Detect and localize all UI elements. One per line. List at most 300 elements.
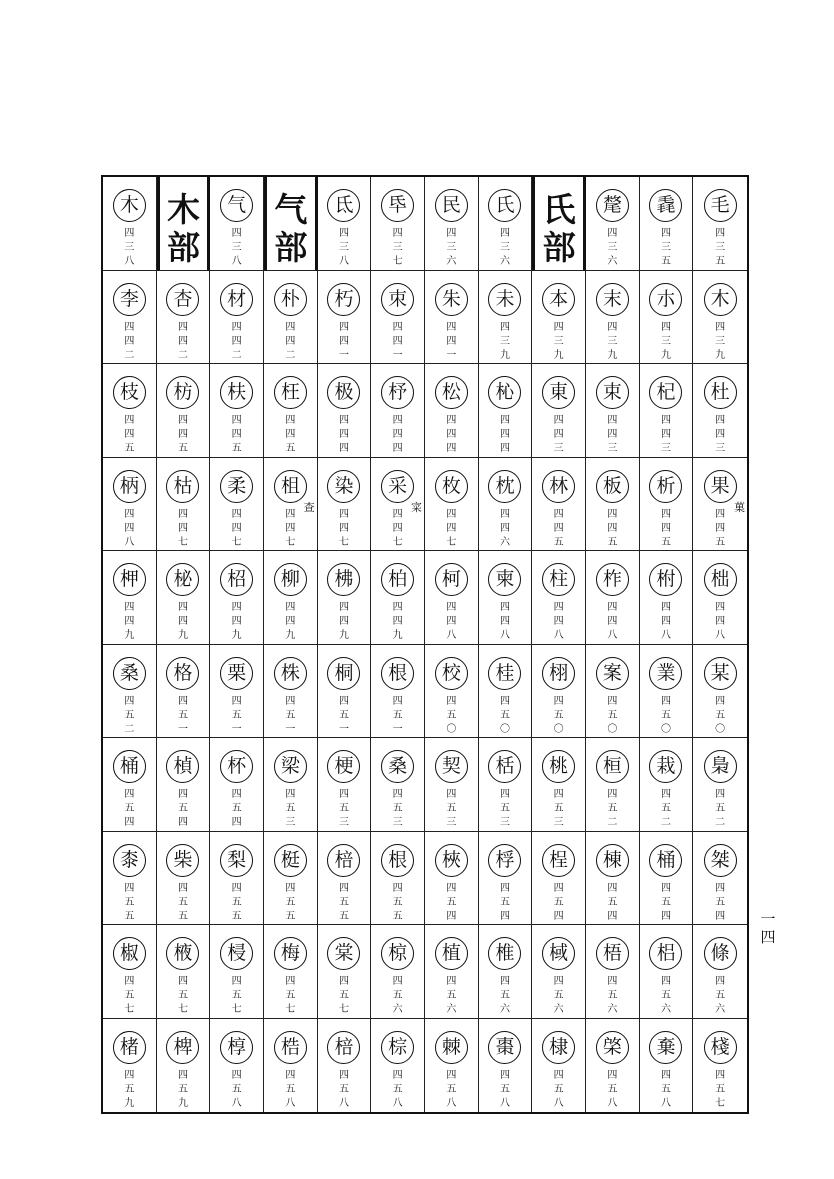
character-entry bbox=[103, 271, 157, 365]
circled-character: 果 bbox=[704, 470, 737, 503]
character-entry bbox=[479, 925, 533, 1019]
page-reference: 四五〇 bbox=[715, 695, 726, 735]
character-entry bbox=[318, 738, 372, 832]
page-reference: 四五二 bbox=[124, 695, 135, 735]
page-reference: 四五六 bbox=[499, 976, 510, 1015]
page-reference: 四五〇 bbox=[660, 695, 671, 735]
character-entry bbox=[586, 1019, 640, 1113]
character-entry bbox=[532, 1019, 586, 1113]
circled-character: 棘 bbox=[435, 1031, 468, 1064]
circled-character: 柙 bbox=[113, 563, 146, 596]
character-index-table bbox=[101, 175, 749, 1114]
circled-character: 棠 bbox=[327, 937, 360, 970]
page-reference: 四四一 bbox=[392, 321, 403, 361]
circled-character: 柯 bbox=[435, 563, 468, 596]
page-reference: 四四五 bbox=[715, 508, 726, 548]
circled-character: 梟 bbox=[704, 750, 737, 783]
page-reference: 四五八 bbox=[285, 1069, 296, 1109]
character-entry bbox=[371, 645, 425, 739]
page-number: 一四 bbox=[760, 910, 776, 946]
circled-character: 枋 bbox=[166, 376, 199, 409]
circled-character: 杼 bbox=[381, 376, 414, 409]
page-reference: 四五六 bbox=[660, 976, 671, 1015]
page-reference: 四三九 bbox=[660, 321, 671, 361]
radical-label: 木部 bbox=[166, 190, 200, 267]
circled-character: 棧 bbox=[704, 1031, 737, 1064]
circled-character: 柮 bbox=[704, 563, 737, 596]
circled-character: 桑 bbox=[113, 657, 146, 690]
circled-character: 柲 bbox=[166, 563, 199, 596]
circled-character: 柞 bbox=[596, 563, 629, 596]
character-entry bbox=[425, 177, 479, 271]
circled-character: 染 bbox=[327, 470, 360, 503]
circled-character: 朱 bbox=[435, 283, 468, 316]
circled-character: 柫 bbox=[327, 563, 360, 596]
circled-character: 枕 bbox=[488, 470, 521, 503]
character-entry bbox=[425, 364, 479, 458]
circled-character: 材 bbox=[220, 283, 253, 316]
character-entry bbox=[532, 364, 586, 458]
page-reference: 四五四 bbox=[660, 882, 671, 922]
page-reference: 四五八 bbox=[392, 1069, 403, 1109]
character-entry bbox=[318, 1019, 372, 1113]
page-reference: 四四七 bbox=[338, 508, 349, 548]
page-reference: 四四五 bbox=[231, 415, 242, 454]
character-entry bbox=[157, 1019, 211, 1113]
page-reference: 四五三 bbox=[499, 789, 510, 828]
character-entry bbox=[479, 738, 533, 832]
character-entry bbox=[693, 458, 747, 552]
character-entry bbox=[479, 645, 533, 739]
page-reference: 四五三 bbox=[338, 789, 349, 828]
page-reference: 四四四 bbox=[338, 415, 349, 454]
page-reference: 四五一 bbox=[285, 695, 296, 735]
character-entry bbox=[693, 925, 747, 1019]
page-reference: 四四四 bbox=[446, 415, 457, 454]
page-reference: 四五二 bbox=[607, 789, 618, 828]
page-reference: 四五八 bbox=[499, 1069, 510, 1109]
character-entry bbox=[532, 551, 586, 645]
page-reference: 四五四 bbox=[177, 789, 188, 828]
page-reference: 四五八 bbox=[338, 1069, 349, 1109]
character-entry bbox=[479, 832, 533, 926]
page-reference: 四三七 bbox=[392, 228, 403, 267]
circled-character: 柄 bbox=[113, 470, 146, 503]
character-entry bbox=[425, 925, 479, 1019]
page-reference: 四五三 bbox=[446, 789, 457, 828]
character-entry bbox=[640, 925, 694, 1019]
variant-character: 寀 bbox=[411, 500, 422, 514]
character-entry bbox=[479, 177, 533, 271]
character-entry bbox=[157, 364, 211, 458]
character-entry bbox=[640, 551, 694, 645]
page-reference: 四五二 bbox=[715, 789, 726, 828]
character-entry bbox=[103, 832, 157, 926]
character-entry bbox=[264, 832, 318, 926]
page-reference: 四四四 bbox=[392, 415, 403, 454]
page-reference: 四三八 bbox=[231, 228, 242, 267]
character-entry bbox=[264, 738, 318, 832]
character-entry bbox=[479, 551, 533, 645]
circled-character: 气 bbox=[220, 189, 253, 222]
circled-character: 采 bbox=[381, 470, 414, 503]
character-entry bbox=[425, 271, 479, 365]
character-entry bbox=[532, 271, 586, 365]
circled-character: 棫 bbox=[542, 937, 575, 970]
circled-character: 梨 bbox=[220, 844, 253, 877]
radical-header bbox=[532, 177, 586, 271]
circled-character: 栝 bbox=[488, 750, 521, 783]
page-reference: 四三九 bbox=[553, 321, 564, 361]
character-entry bbox=[640, 271, 694, 365]
character-entry bbox=[479, 364, 533, 458]
character-entry bbox=[103, 551, 157, 645]
page-reference: 四五六 bbox=[607, 976, 618, 1015]
character-entry bbox=[371, 364, 425, 458]
character-entry bbox=[210, 645, 264, 739]
page-reference: 四五六 bbox=[446, 976, 457, 1015]
page-reference: 四四五 bbox=[285, 415, 296, 454]
character-entry bbox=[210, 551, 264, 645]
circled-character: 株 bbox=[274, 657, 307, 690]
character-entry bbox=[103, 177, 157, 271]
page-reference: 四五四 bbox=[446, 882, 457, 922]
page-reference: 四三六 bbox=[499, 228, 510, 267]
circled-character: 本 bbox=[542, 283, 575, 316]
page-reference: 四四九 bbox=[177, 602, 188, 641]
page-reference: 四五五 bbox=[285, 882, 296, 922]
page-reference: 四四九 bbox=[338, 602, 349, 641]
character-entry bbox=[640, 645, 694, 739]
character-entry bbox=[640, 738, 694, 832]
character-entry bbox=[479, 458, 533, 552]
page-reference: 四四九 bbox=[285, 602, 296, 641]
circled-character: 桶 bbox=[649, 844, 682, 877]
circled-character: 根 bbox=[381, 657, 414, 690]
character-entry bbox=[693, 551, 747, 645]
circled-character: 柏 bbox=[381, 563, 414, 596]
page-reference: 四四三 bbox=[553, 415, 564, 454]
page-reference: 四三八 bbox=[124, 228, 135, 267]
circled-character: 椁 bbox=[220, 1031, 253, 1064]
circled-character: 枉 bbox=[274, 376, 307, 409]
circled-character: 板 bbox=[596, 470, 629, 503]
page-reference: 四三八 bbox=[338, 228, 349, 267]
character-entry bbox=[103, 1019, 157, 1113]
character-entry bbox=[264, 271, 318, 365]
circled-character: 桼 bbox=[113, 844, 146, 877]
circled-character: 楮 bbox=[113, 1031, 146, 1064]
page-reference: 四五〇 bbox=[553, 695, 564, 735]
page-reference: 四五五 bbox=[392, 882, 403, 922]
character-entry bbox=[157, 738, 211, 832]
circled-character: 氏 bbox=[488, 189, 521, 222]
character-entry bbox=[693, 177, 747, 271]
character-entry bbox=[586, 271, 640, 365]
page-reference: 四四八 bbox=[715, 602, 726, 641]
character-entry bbox=[586, 364, 640, 458]
page-reference: 四四二 bbox=[285, 321, 296, 361]
page-reference: 四五一 bbox=[338, 695, 349, 735]
page-reference: 四四八 bbox=[553, 602, 564, 641]
circled-character: 极 bbox=[327, 376, 360, 409]
character-entry bbox=[371, 738, 425, 832]
circled-character: 民 bbox=[435, 189, 468, 222]
circled-character: 桑 bbox=[381, 750, 414, 783]
page-reference: 四四二 bbox=[124, 321, 135, 361]
page-reference: 四四三 bbox=[660, 415, 671, 454]
page-reference: 四五三 bbox=[392, 789, 403, 828]
page-reference: 四四九 bbox=[392, 602, 403, 641]
page-reference: 四三五 bbox=[715, 228, 726, 267]
page-reference: 四四八 bbox=[499, 602, 510, 641]
circled-character: 棭 bbox=[166, 937, 199, 970]
page-reference: 四五〇 bbox=[607, 695, 618, 735]
character-entry bbox=[210, 832, 264, 926]
page-reference: 四四九 bbox=[124, 602, 135, 641]
page-reference: 四五七 bbox=[338, 976, 349, 1015]
character-entry bbox=[640, 177, 694, 271]
character-entry bbox=[532, 832, 586, 926]
character-entry bbox=[264, 925, 318, 1019]
circled-character: 枝 bbox=[113, 376, 146, 409]
page-reference: 四五八 bbox=[553, 1069, 564, 1109]
circled-character: 梗 bbox=[327, 750, 360, 783]
circled-character: 朴 bbox=[274, 283, 307, 316]
character-entry bbox=[210, 458, 264, 552]
radical-header bbox=[157, 177, 211, 271]
circled-character: 植 bbox=[435, 937, 468, 970]
circled-character: 棄 bbox=[649, 1031, 682, 1064]
circled-character: 朽 bbox=[327, 283, 360, 316]
character-entry bbox=[586, 832, 640, 926]
page-reference: 四五四 bbox=[553, 882, 564, 922]
page-reference: 四四一 bbox=[338, 321, 349, 361]
page-reference: 四四三 bbox=[607, 415, 618, 454]
circled-character: 梧 bbox=[596, 937, 629, 970]
character-entry bbox=[210, 364, 264, 458]
circled-character: 李 bbox=[113, 283, 146, 316]
circled-character: 條 bbox=[704, 937, 737, 970]
page-reference: 四四七 bbox=[285, 508, 296, 548]
character-entry bbox=[210, 177, 264, 271]
circled-character: 杏 bbox=[166, 283, 199, 316]
circled-character: 朩 bbox=[649, 283, 682, 316]
circled-character: 栽 bbox=[649, 750, 682, 783]
circled-character: 棕 bbox=[381, 1031, 414, 1064]
circled-character: 木 bbox=[704, 283, 737, 316]
page-reference: 四五四 bbox=[124, 789, 135, 828]
character-entry bbox=[157, 551, 211, 645]
circled-character: 梏 bbox=[274, 1031, 307, 1064]
character-entry bbox=[157, 458, 211, 552]
character-entry bbox=[640, 364, 694, 458]
page-reference: 四四七 bbox=[177, 508, 188, 548]
page-reference: 四三九 bbox=[715, 321, 726, 361]
radical-header bbox=[264, 177, 318, 271]
page-reference: 四五七 bbox=[231, 976, 242, 1015]
page-reference: 四四五 bbox=[177, 415, 188, 454]
page-reference: 四五六 bbox=[392, 976, 403, 1015]
character-entry bbox=[640, 458, 694, 552]
character-entry bbox=[157, 832, 211, 926]
page-reference: 四五五 bbox=[177, 882, 188, 922]
page-reference: 四五四 bbox=[499, 882, 510, 922]
character-entry bbox=[693, 645, 747, 739]
circled-character: 氐 bbox=[327, 189, 360, 222]
circled-character: 桀 bbox=[704, 844, 737, 877]
circled-character: 椒 bbox=[113, 937, 146, 970]
circled-character: 毳 bbox=[649, 189, 682, 222]
page-reference: 四五八 bbox=[446, 1069, 457, 1109]
character-entry bbox=[425, 645, 479, 739]
character-entry bbox=[640, 832, 694, 926]
character-entry bbox=[425, 1019, 479, 1113]
character-entry bbox=[157, 925, 211, 1019]
circled-character: 柖 bbox=[220, 563, 253, 596]
circled-character: 業 bbox=[649, 657, 682, 690]
page-reference: 四四二 bbox=[177, 321, 188, 361]
page-reference: 四五七 bbox=[124, 976, 135, 1015]
page-reference: 四三六 bbox=[607, 228, 618, 267]
character-entry bbox=[264, 458, 318, 552]
circled-character: 柔 bbox=[220, 470, 253, 503]
circled-character: 桂 bbox=[488, 657, 521, 690]
character-entry bbox=[210, 271, 264, 365]
page-reference: 四五七 bbox=[715, 1069, 726, 1109]
circled-character: 桃 bbox=[542, 750, 575, 783]
character-entry bbox=[318, 364, 372, 458]
character-entry bbox=[318, 271, 372, 365]
character-entry bbox=[425, 458, 479, 552]
character-entry bbox=[210, 738, 264, 832]
page-reference: 四五三 bbox=[285, 789, 296, 828]
circled-character: 校 bbox=[435, 657, 468, 690]
character-entry bbox=[425, 551, 479, 645]
circled-character: 朿 bbox=[381, 283, 414, 316]
circled-character: 棟 bbox=[596, 844, 629, 877]
circled-character: 桴 bbox=[488, 844, 521, 877]
page-reference: 四五一 bbox=[231, 695, 242, 735]
character-entry bbox=[586, 458, 640, 552]
character-entry bbox=[586, 925, 640, 1019]
circled-character: 末 bbox=[596, 283, 629, 316]
circled-character: 桓 bbox=[596, 750, 629, 783]
page-reference: 四四五 bbox=[553, 508, 564, 548]
page-reference: 四五二 bbox=[660, 789, 671, 828]
circled-character: 杜 bbox=[704, 376, 737, 409]
character-entry bbox=[371, 1019, 425, 1113]
character-entry bbox=[103, 645, 157, 739]
character-entry bbox=[264, 551, 318, 645]
page-reference: 四五八 bbox=[231, 1069, 242, 1109]
character-entry bbox=[693, 832, 747, 926]
page-reference: 四五九 bbox=[124, 1069, 135, 1109]
page-reference: 四五五 bbox=[231, 882, 242, 922]
page-reference: 四四八 bbox=[124, 508, 135, 548]
character-entry bbox=[586, 738, 640, 832]
character-entry bbox=[103, 925, 157, 1019]
character-entry bbox=[318, 832, 372, 926]
circled-character: 棓 bbox=[327, 1031, 360, 1064]
character-entry bbox=[532, 645, 586, 739]
character-entry bbox=[157, 271, 211, 365]
circled-character: 椑 bbox=[166, 1031, 199, 1064]
character-entry bbox=[264, 1019, 318, 1113]
circled-character: 契 bbox=[435, 750, 468, 783]
page-reference: 四五一 bbox=[392, 695, 403, 735]
circled-character: 椋 bbox=[381, 937, 414, 970]
circled-character: 柎 bbox=[649, 563, 682, 596]
circled-character: 柬 bbox=[488, 563, 521, 596]
character-entry bbox=[371, 832, 425, 926]
circled-character: 未 bbox=[488, 283, 521, 316]
character-entry bbox=[103, 738, 157, 832]
circled-character: 松 bbox=[435, 376, 468, 409]
character-entry bbox=[318, 925, 372, 1019]
circled-character: 柱 bbox=[542, 563, 575, 596]
circled-character: 束 bbox=[596, 376, 629, 409]
circled-character: 析 bbox=[649, 470, 682, 503]
page-reference: 四四五 bbox=[124, 415, 135, 454]
circled-character: 柴 bbox=[166, 844, 199, 877]
character-entry bbox=[586, 177, 640, 271]
page-reference: 四五八 bbox=[607, 1069, 618, 1109]
character-entry bbox=[318, 458, 372, 552]
page-reference: 四四八 bbox=[446, 602, 457, 641]
page-reference: 四五七 bbox=[177, 976, 188, 1015]
page-reference: 四五七 bbox=[285, 976, 296, 1015]
circled-character: 梠 bbox=[649, 937, 682, 970]
character-entry bbox=[479, 1019, 533, 1113]
circled-character: 案 bbox=[596, 657, 629, 690]
variant-character: 菓 bbox=[734, 500, 745, 514]
character-entry bbox=[586, 645, 640, 739]
page-reference: 四五六 bbox=[553, 976, 564, 1015]
page-reference: 四五九 bbox=[177, 1069, 188, 1109]
circled-character: 栗 bbox=[220, 657, 253, 690]
page-reference: 四三五 bbox=[660, 228, 671, 267]
page-reference: 四四七 bbox=[392, 508, 403, 548]
page-reference: 四四八 bbox=[607, 602, 618, 641]
character-entry bbox=[425, 738, 479, 832]
page-reference: 四四五 bbox=[660, 508, 671, 548]
page-reference: 四五八 bbox=[660, 1069, 671, 1109]
character-entry bbox=[210, 1019, 264, 1113]
character-entry bbox=[318, 645, 372, 739]
character-entry bbox=[371, 177, 425, 271]
circled-character: 椎 bbox=[488, 937, 521, 970]
circled-character: 楨 bbox=[166, 750, 199, 783]
circled-character: 林 bbox=[542, 470, 575, 503]
circled-character: 根 bbox=[381, 844, 414, 877]
page-reference: 四三九 bbox=[607, 321, 618, 361]
page-reference: 四五五 bbox=[338, 882, 349, 922]
page-reference: 四五〇 bbox=[446, 695, 457, 735]
circled-character: 柳 bbox=[274, 563, 307, 596]
character-entry bbox=[103, 458, 157, 552]
circled-character: 東 bbox=[542, 376, 575, 409]
character-entry bbox=[264, 364, 318, 458]
character-entry bbox=[693, 738, 747, 832]
page-reference: 四四一 bbox=[446, 321, 457, 361]
circled-character: 梜 bbox=[435, 844, 468, 877]
character-entry bbox=[693, 364, 747, 458]
circled-character: 栩 bbox=[542, 657, 575, 690]
circled-character: 棓 bbox=[327, 844, 360, 877]
circled-character: 桐 bbox=[327, 657, 360, 690]
circled-character: 氂 bbox=[596, 189, 629, 222]
